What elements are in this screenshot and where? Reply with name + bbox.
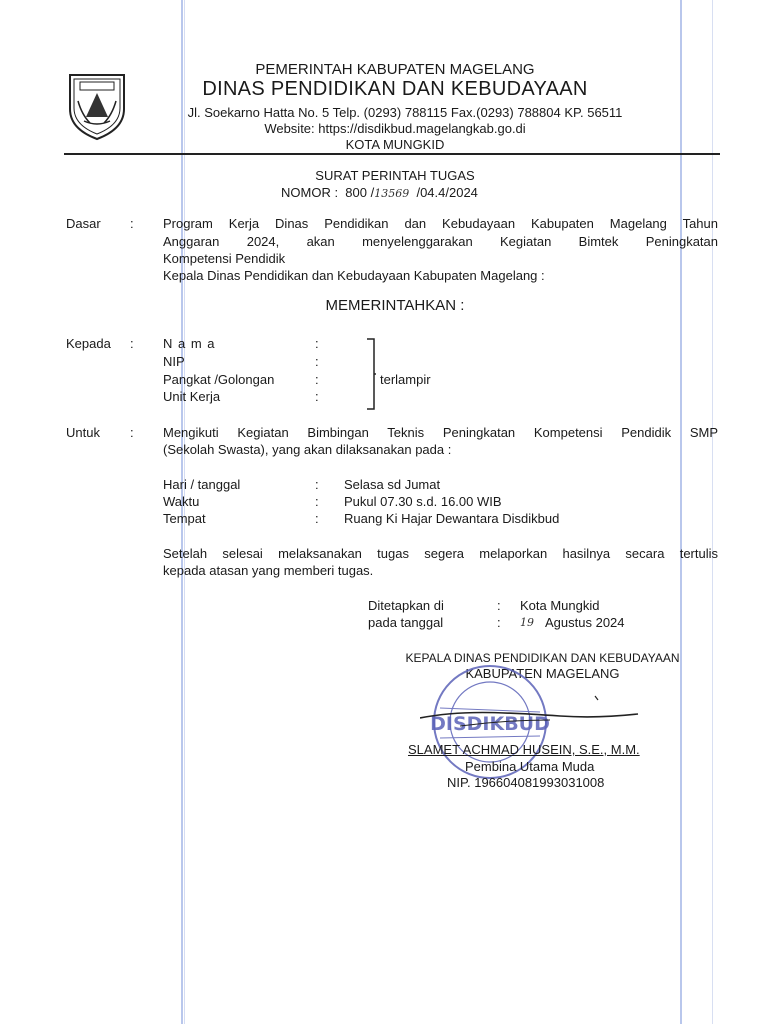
- detail-time-value: Pukul 07.30 s.d. 16.00 WIB: [344, 494, 502, 509]
- signatory-title-1: KEPALA DINAS PENDIDIKAN DAN KEBUDAYAAN: [405, 651, 680, 665]
- closing-line-1: Setelah selesai melaksanakan tugas segera melaporkan hasilnya secara tertulis: [163, 546, 718, 561]
- number-prefix: 800 /: [345, 185, 375, 200]
- dasar-colon: :: [130, 216, 134, 231]
- issued-place-colon: :: [497, 598, 501, 613]
- issued-place-label: Ditetapkan di: [368, 598, 444, 613]
- number-suffix: /04.4/2024: [416, 185, 478, 200]
- gov-name: PEMERINTAH KABUPATEN MAGELANG: [255, 61, 535, 78]
- signatory-name: SLAMET ACHMAD HUSEIN, S.E., M.M.: [408, 742, 640, 757]
- kepada-label: Kepada: [66, 336, 111, 351]
- signatory-nip: NIP. 196604081993031008: [447, 775, 605, 790]
- untuk-label: Untuk: [66, 425, 100, 440]
- detail-day-label: Hari / tanggal: [163, 477, 241, 492]
- detail-day-value: Selasa sd Jumat: [344, 477, 441, 492]
- dasar-line-1: Program Kerja Dinas Pendidikan dan Kebudayaan Kabupaten Magelang Tahun: [163, 216, 718, 231]
- field-nama: N a m a: [163, 336, 216, 351]
- svg-text:DISDIKBUD: DISDIKBUD: [430, 713, 550, 735]
- closing-line-2: kepada atasan yang memberi tugas.: [163, 563, 374, 578]
- field-unit-kerja: Unit Kerja: [163, 389, 221, 404]
- detail-day-colon: :: [315, 477, 319, 492]
- bracket-icon: [366, 338, 376, 410]
- letter-title: SURAT PERINTAH TUGAS: [315, 168, 475, 183]
- field-nama-colon: :: [315, 336, 319, 351]
- field-nip-colon: :: [315, 354, 319, 369]
- untuk-line-2: (Sekolah Swasta), yang akan dilaksanakan pada :: [163, 442, 452, 457]
- header-divider: [64, 153, 720, 155]
- letter-number: [281, 185, 478, 202]
- field-pangkat: Pangkat /Golongan: [163, 372, 275, 387]
- issued-place-value: Kota Mungkid: [520, 598, 600, 613]
- signatory-title-2: KABUPATEN MAGELANG: [465, 666, 620, 681]
- detail-place-label: Tempat: [163, 511, 206, 526]
- dasar-line-3: Kompetensi Pendidik: [163, 251, 286, 266]
- detail-time-colon: :: [315, 494, 319, 509]
- signatory-rank: Pembina Utama Muda: [465, 759, 595, 774]
- untuk-line-1: Mengikuti Kegiatan Bimbingan Teknis Peningkatan Kompetensi Pendidik SMP: [163, 425, 718, 440]
- dasar-line-4: Kepala Dinas Pendidikan dan Kebudayaan Kabupaten Magelang :: [163, 268, 545, 283]
- office-website: Website: https://disdikbud.magelangkab.go.di: [264, 121, 526, 136]
- field-pangkat-colon: :: [315, 372, 319, 387]
- field-nip: NIP: [163, 354, 185, 369]
- issued-date-label: pada tanggal: [368, 615, 444, 630]
- attached-note: terlampir: [380, 372, 431, 387]
- office-city: KOTA MUNGKID: [345, 137, 445, 152]
- field-unit-kerja-colon: :: [315, 389, 319, 404]
- dasar-line-2: Anggaran 2024, akan menyelenggarakan Kegiatan Bimtek Peningkatan: [163, 234, 718, 249]
- issued-date-colon: :: [497, 615, 501, 630]
- detail-place-colon: :: [315, 511, 319, 526]
- office-address: Jl. Soekarno Hatta No. 5 Telp. (0293) 788115 Fax.(0293) 788804 KP. 56511: [187, 105, 623, 120]
- number-label: NOMOR :: [281, 185, 339, 200]
- number-handwritten: 13569: [374, 187, 410, 200]
- detail-place-value: Ruang Ki Hajar Dewantara Disdikbud: [344, 511, 560, 526]
- kepada-colon: :: [130, 336, 134, 351]
- issued-date-day: 19: [520, 616, 534, 629]
- regency-crest-icon: [66, 71, 128, 141]
- office-name: DINAS PENDIDIKAN DAN KEBUDAYAAN: [202, 78, 588, 100]
- dasar-label: Dasar: [66, 216, 101, 231]
- detail-time-label: Waktu: [163, 494, 200, 509]
- order-heading: MEMERINTAHKAN :: [325, 297, 465, 314]
- untuk-colon: :: [130, 425, 134, 440]
- issued-date-value: Agustus 2024: [545, 615, 625, 630]
